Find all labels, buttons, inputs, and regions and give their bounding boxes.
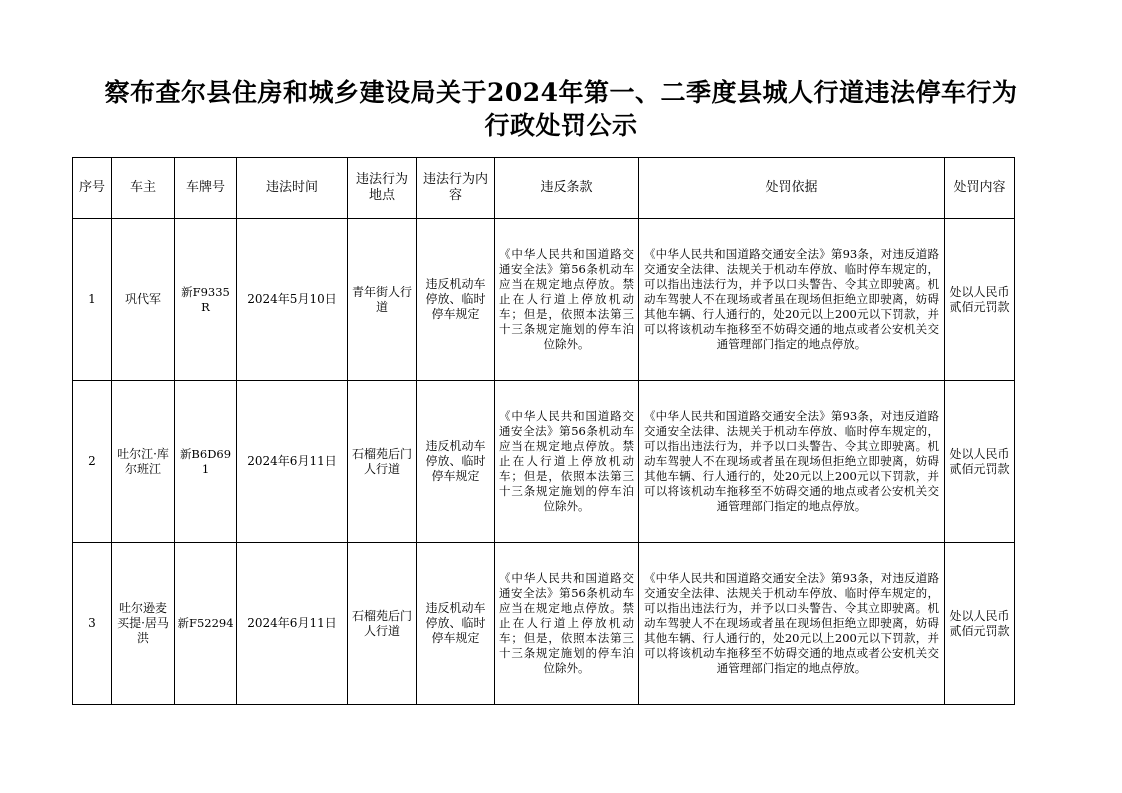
cell-basis: 《中华人民共和国道路交通安全法》第93条，对违反道路交通安全法律、法规关于机动车停放、临时停车规定的，可以指出违法行为，并予以口头警告、令其立即驶离。机动车驾驶人不在现场或者虽在现场但拒绝立即驶离，妨碍其他车辆、行人通行的，处20元以上200元以下罚款，并可以将该机动车拖移至不妨碍交通的地点或者公安机关交通管理部门指定的地点停放。 <box>639 219 945 381</box>
cell-time: 2024年6月11日 <box>237 381 348 543</box>
cell-owner: 巩代军 <box>112 219 175 381</box>
cell-location: 石榴苑后门人行道 <box>348 381 417 543</box>
cell-penalty: 处以人民币贰佰元罚款 <box>945 381 1015 543</box>
cell-owner: 吐尔江·库尔班江 <box>112 381 175 543</box>
title-line-1: 察布查尔县住房和城乡建设局关于2024年第一、二季度县城人行道违法停车行为 <box>104 78 1018 107</box>
penalty-table <box>72 157 1015 705</box>
cell-location: 石榴苑后门人行道 <box>348 543 417 705</box>
cell-seq: 1 <box>73 219 112 381</box>
header-content: 违法行为内容 <box>417 158 495 219</box>
cell-penalty: 处以人民币贰佰元罚款 <box>945 543 1015 705</box>
cell-content: 违反机动车停放、临时停车规定 <box>417 543 495 705</box>
header-owner: 车主 <box>112 158 175 219</box>
cell-seq: 3 <box>73 543 112 705</box>
cell-basis: 《中华人民共和国道路交通安全法》第93条，对违反道路交通安全法律、法规关于机动车停放、临时停车规定的，可以指出违法行为，并予以口头警告、令其立即驶离。机动车驾驶人不在现场或者虽在现场但拒绝立即驶离，妨碍其他车辆、行人通行的，处20元以上200元以下罚款，并可以将该机动车拖移至不妨碍交通的地点或者公安机关交通管理部门指定的地点停放。 <box>639 543 945 705</box>
title-line-2: 行政处罚公示 <box>484 111 638 140</box>
table-row <box>73 543 1015 705</box>
cell-penalty: 处以人民币贰佰元罚款 <box>945 219 1015 381</box>
cell-clause: 《中华人民共和国道路交通安全法》第56条机动车应当在规定地点停放。禁止在人行道上停放机动车；但是，依照本法第三十三条规定施划的停车泊位除外。 <box>495 219 639 381</box>
table-row <box>73 381 1015 543</box>
header-clause: 违反条款 <box>495 158 639 219</box>
document-title <box>0 76 1122 142</box>
header-location: 违法行为地点 <box>348 158 417 219</box>
cell-clause: 《中华人民共和国道路交通安全法》第56条机动车应当在规定地点停放。禁止在人行道上停放机动车；但是，依照本法第三十三条规定施划的停车泊位除外。 <box>495 381 639 543</box>
cell-time: 2024年6月11日 <box>237 543 348 705</box>
header-penalty: 处罚内容 <box>945 158 1015 219</box>
header-basis: 处罚依据 <box>639 158 945 219</box>
cell-owner: 吐尔逊麦买提·居马洪 <box>112 543 175 705</box>
cell-plate: 新F52294 <box>175 543 237 705</box>
cell-content: 违反机动车停放、临时停车规定 <box>417 381 495 543</box>
header-row <box>73 158 1015 219</box>
cell-basis: 《中华人民共和国道路交通安全法》第93条，对违反道路交通安全法律、法规关于机动车停放、临时停车规定的，可以指出违法行为，并予以口头警告、令其立即驶离。机动车驾驶人不在现场或者虽在现场但拒绝立即驶离，妨碍其他车辆、行人通行的，处20元以上200元以下罚款，并可以将该机动车拖移至不妨碍交通的地点或者公安机关交通管理部门指定的地点停放。 <box>639 381 945 543</box>
cell-time: 2024年5月10日 <box>237 219 348 381</box>
header-plate: 车牌号 <box>175 158 237 219</box>
cell-content: 违反机动车停放、临时停车规定 <box>417 219 495 381</box>
cell-seq: 2 <box>73 381 112 543</box>
header-seq: 序号 <box>73 158 112 219</box>
cell-plate: 新F9335R <box>175 219 237 381</box>
header-time: 违法时间 <box>237 158 348 219</box>
table-row <box>73 219 1015 381</box>
cell-location: 青年街人行道 <box>348 219 417 381</box>
cell-plate: 新B6D691 <box>175 381 237 543</box>
cell-clause: 《中华人民共和国道路交通安全法》第56条机动车应当在规定地点停放。禁止在人行道上停放机动车；但是，依照本法第三十三条规定施划的停车泊位除外。 <box>495 543 639 705</box>
